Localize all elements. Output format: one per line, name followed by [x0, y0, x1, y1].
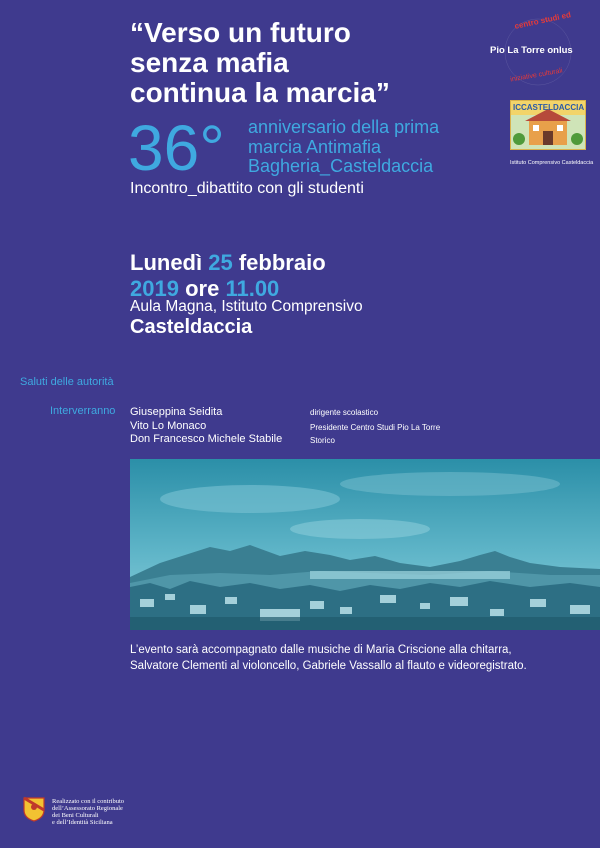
day-number: 25: [208, 250, 233, 275]
panorama-image: [130, 459, 600, 630]
title-line-2: senza mafia: [130, 47, 289, 78]
speaker-name: Don Francesco Michele Stabile: [130, 433, 283, 445]
school-logo: [508, 98, 594, 170]
title-line-1: “Verso un futuro: [130, 17, 351, 48]
event-date: [130, 250, 326, 276]
day-label: Lunedì: [130, 250, 203, 275]
speaker-role: Presidente Centro Studi Pio La Torre: [310, 423, 441, 432]
ore-label: ore: [185, 276, 220, 301]
footer-credits: [52, 798, 152, 826]
school-caption: Istituto Comprensivo Casteldaccia: [510, 160, 594, 166]
interverranno-label: Interverranno: [50, 405, 116, 417]
poster-title: [130, 18, 470, 108]
footer-line: e dell’Identità Siciliana: [52, 819, 113, 826]
trinacria-icon: [22, 796, 46, 822]
casteldaccia-panorama-photo: [130, 459, 600, 630]
event-description: L’evento sarà accompagnato dalle musiche di Maria Criscione alla chitarra, Salvatore Clementi al violoncello, Gabriele Vassallo al flauto e videoregistrato.: [130, 644, 527, 672]
speaker-name: Vito Lo Monaco: [130, 420, 207, 432]
anniversary-line-2: marcia Antimafia: [248, 136, 382, 157]
anniversary-line-3: Bagheria_Casteldaccia: [248, 156, 434, 176]
event-subtitle: Incontro_dibattito con gli studenti: [130, 180, 364, 197]
speaker-name: Giuseppina Seidita: [130, 406, 223, 418]
logo-top-text: centro studi ed: [513, 10, 572, 31]
speaker-role: Storico: [310, 436, 335, 445]
saluti-label: Saluti delle autorità: [20, 376, 114, 388]
speaker-role: dirigente scolastico: [310, 408, 379, 417]
logo-bottom-text: iniziative culturali: [509, 67, 564, 84]
logo-main-text: Pio La Torre onlus: [490, 45, 573, 56]
anniversary-line-1: anniversario della prima: [248, 117, 440, 137]
title-line-3: continua la marcia”: [130, 77, 390, 108]
school-badge-icon: [510, 100, 586, 150]
school-badge-text: ICCASTELDACCIA: [513, 103, 585, 112]
event-city: Casteldaccia: [130, 316, 253, 338]
time: 11.00: [225, 276, 280, 301]
footer-line: Realizzato con il contributo: [52, 798, 125, 805]
anniversary-number: 36°: [128, 112, 225, 184]
footer-line: dell’Assessorato Regionale: [52, 805, 123, 812]
year: 2019: [130, 276, 179, 301]
month: febbraio: [238, 250, 326, 275]
event-venue: Aula Magna, Istituto Comprensivo: [130, 298, 363, 315]
sicilia-region-emblem: [22, 796, 46, 822]
anniversary-text: [248, 118, 498, 177]
footer-line: dei Beni Culturali: [52, 812, 99, 819]
pio-la-torre-logo: [488, 10, 584, 90]
